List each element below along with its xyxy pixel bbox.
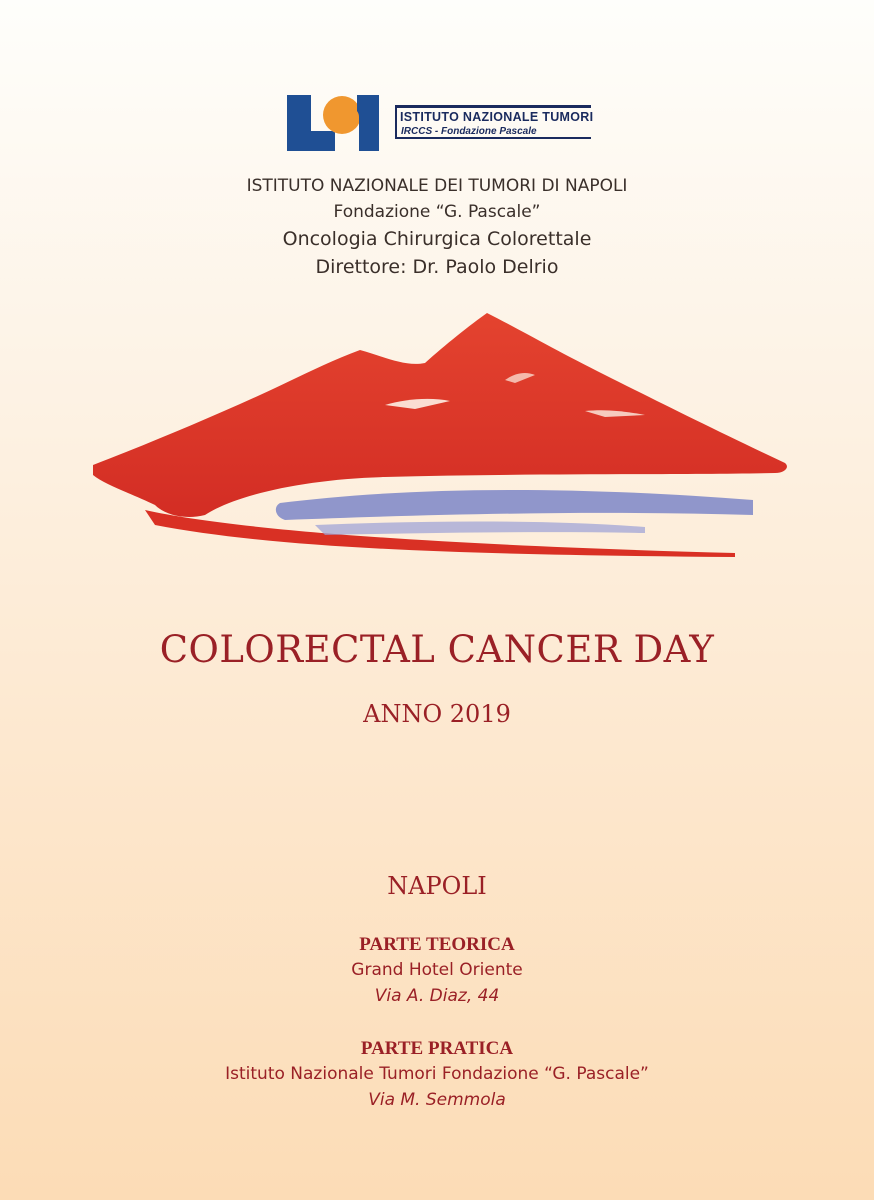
- theory-place: Grand Hotel Oriente: [351, 960, 523, 980]
- theory-heading: PARTE TEORICA: [359, 934, 515, 955]
- vesuvius-illustration: [85, 305, 795, 560]
- practice-place: Istituto Nazionale Tumori Fondazione “G. Pascale”: [225, 1064, 649, 1084]
- event-year: ANNO 2019: [363, 700, 511, 728]
- logo-name: ISTITUTO NAZIONALE TUMORI: [400, 110, 594, 124]
- header-foundation: Fondazione “G. Pascale”: [333, 202, 541, 222]
- header-department: Oncologia Chirurgica Colorettale: [282, 228, 592, 250]
- venue-city: NAPOLI: [387, 872, 487, 900]
- practice-address: Via M. Semmola: [368, 1090, 506, 1110]
- header-institute: ISTITUTO NAZIONALE DEI TUMORI DI NAPOLI: [246, 176, 628, 196]
- logo-subtitle: IRCCS - Fondazione Pascale: [401, 126, 537, 137]
- theory-address: Via A. Diaz, 44: [374, 986, 500, 1006]
- institute-logo: [287, 93, 593, 153]
- practice-heading: PARTE PRATICA: [360, 1038, 514, 1059]
- header-director: Direttore: Dr. Paolo Delrio: [315, 256, 559, 278]
- event-title: COLORECTAL CANCER DAY: [159, 628, 715, 671]
